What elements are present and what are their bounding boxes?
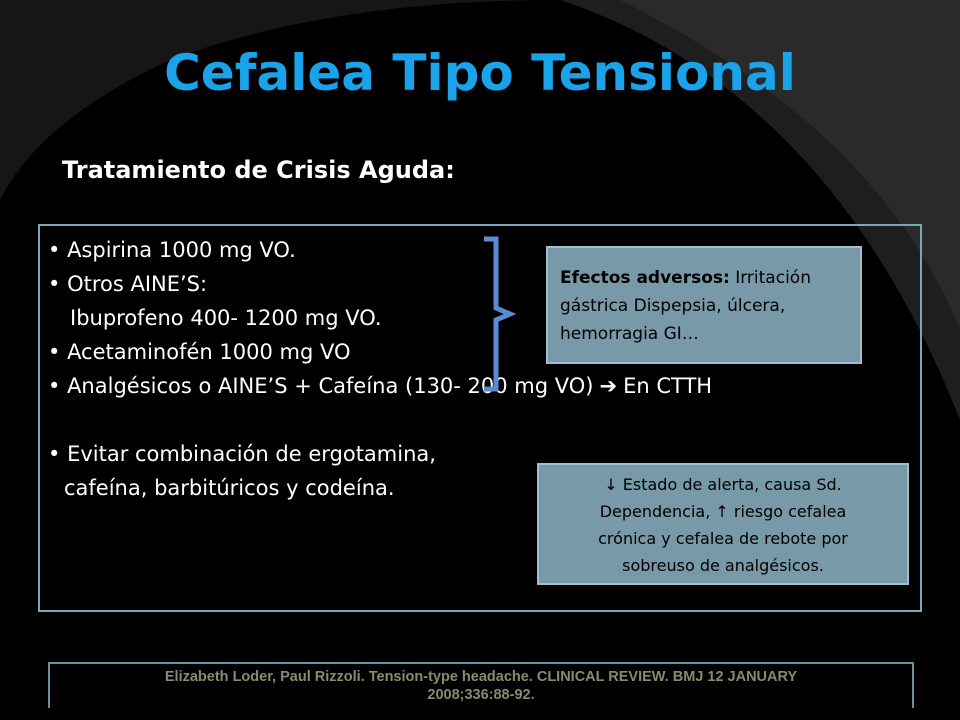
arrow-right-icon: ➔	[599, 374, 618, 398]
bullet-item: • Aspirina 1000 mg VO.	[48, 238, 296, 262]
arrow-down-icon: ↓	[604, 475, 618, 494]
slide-title: Cefalea Tipo Tensional	[164, 44, 796, 102]
right-brace-icon	[480, 236, 520, 392]
note-text: crónica y cefalea de rebote por	[598, 529, 848, 548]
bullet-text: Ibuprofeno 400- 1200 mg VO.	[70, 306, 382, 330]
bullet-text: Analgésicos o AINE’S + Cafeína (130- 200 mg VO)	[67, 374, 594, 398]
note-label: Efectos adversos:	[560, 268, 730, 288]
slide-subtitle: Tratamiento de Crisis Aguda:	[62, 156, 455, 184]
citation-footer	[48, 662, 914, 708]
bullet-text: Acetaminofén 1000 mg VO	[67, 340, 351, 364]
alert-note	[537, 463, 909, 585]
bullet-item: • Analgésicos o AINE’S + Cafeína (130- 200 mg VO) ➔ En CTTH	[48, 369, 712, 403]
note-text: sobreuso de analgésicos.	[622, 556, 824, 575]
bullet-item: • Acetaminofén 1000 mg VO	[48, 340, 351, 364]
note-text: Estado de alerta, causa Sd.	[622, 475, 842, 494]
bullet-text: Evitar combinación de ergotamina,	[67, 442, 436, 466]
bullet-text: cafeína, barbitúricos y codeína.	[64, 476, 395, 500]
note-text: Dependencia,	[599, 502, 711, 521]
citation-line: 2008;336:88-92.	[427, 687, 535, 703]
bullet-text: Otros AINE’S:	[67, 272, 208, 296]
arrow-up-icon: ↑	[715, 502, 729, 521]
bullet-text: En CTTH	[623, 374, 713, 398]
adverse-effects-note	[546, 246, 862, 364]
citation-line: Elizabeth Loder, Paul Rizzoli. Tension-type headache. CLINICAL REVIEW. BMJ 12 JANUARY	[164, 669, 798, 685]
note-text: Irritación gástrica Dispepsia, úlcera, hemorragia GI…	[560, 268, 811, 344]
bullet-item: • Evitar combinación de ergotamina,	[48, 442, 436, 466]
bullet-item: • Otros AINE’S:	[48, 272, 208, 296]
note-text: riesgo cefalea	[733, 502, 847, 521]
bullet-text: Aspirina 1000 mg VO.	[67, 238, 296, 262]
